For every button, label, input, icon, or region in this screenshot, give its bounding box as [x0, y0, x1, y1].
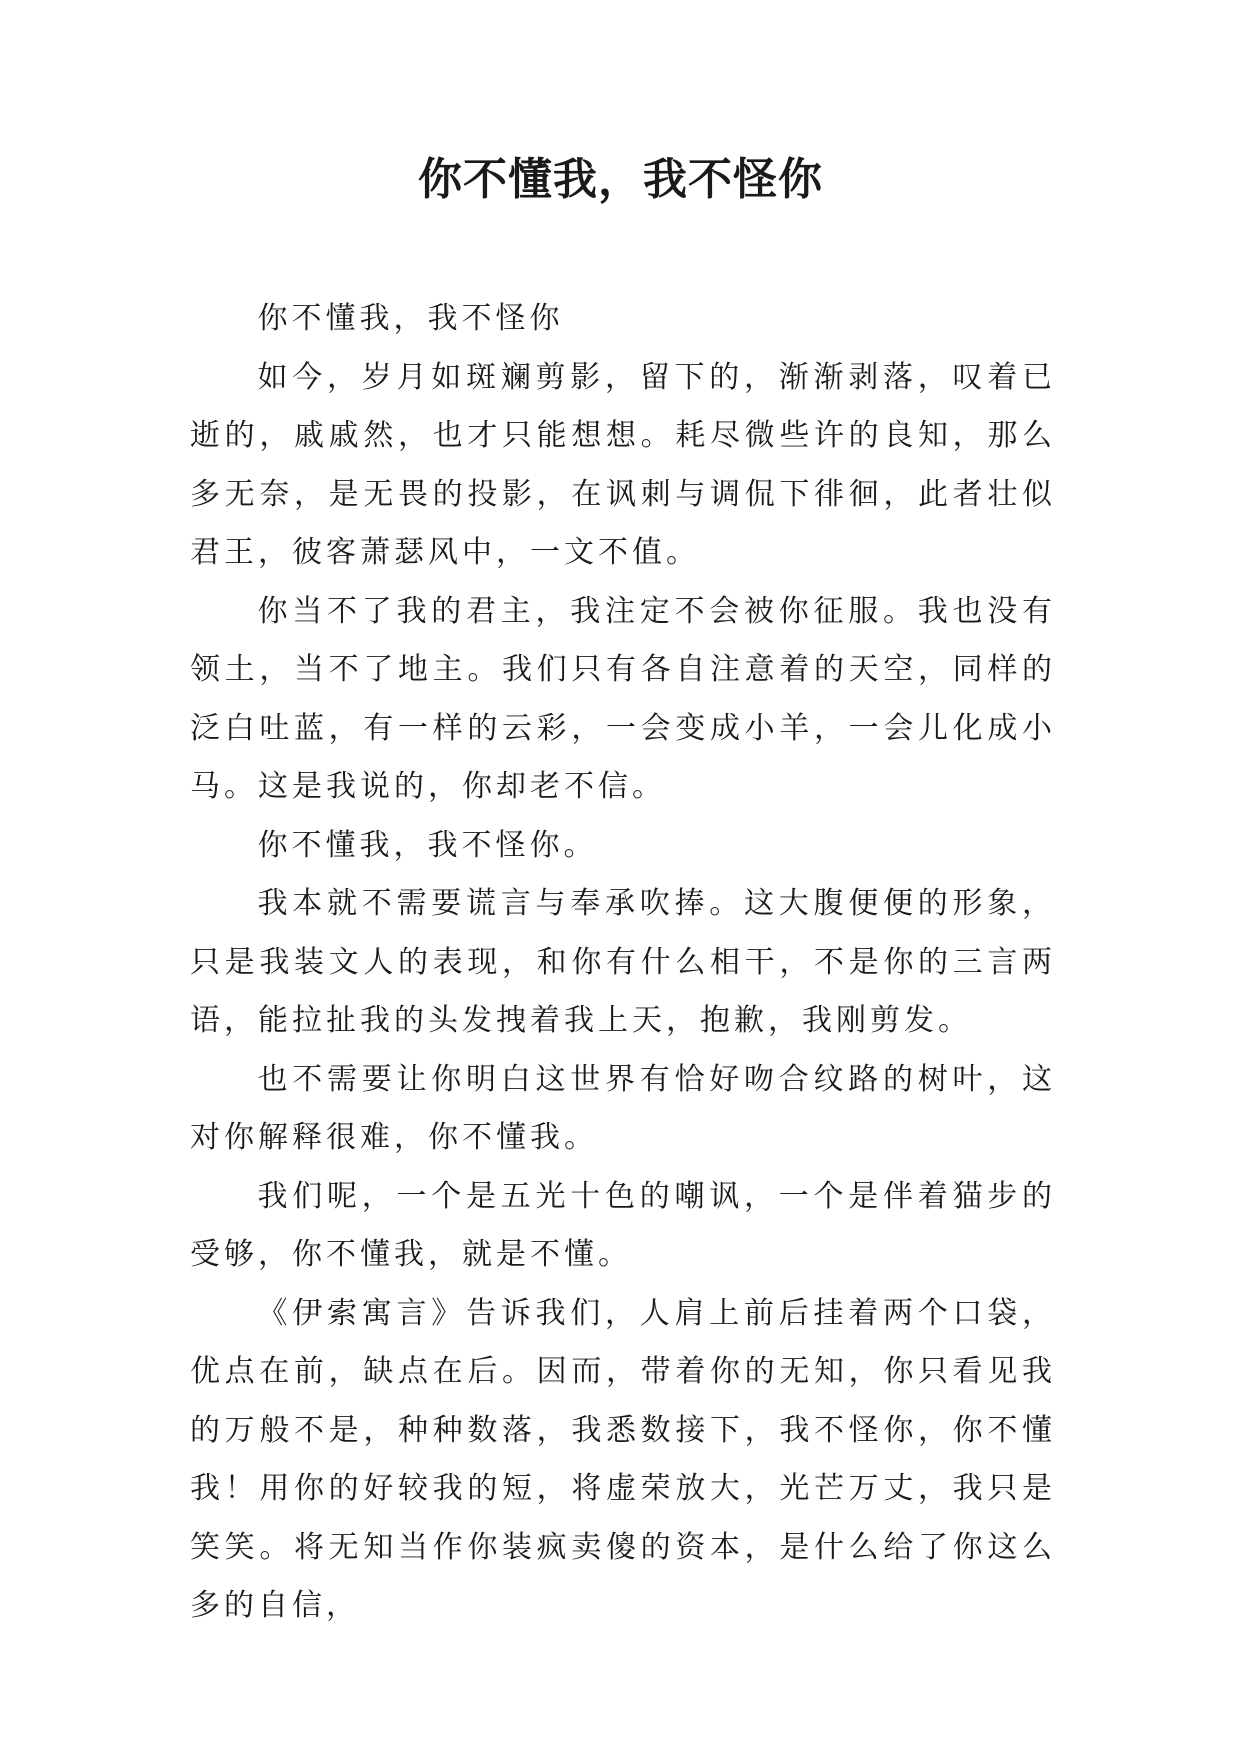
paragraph-7: 我们呢，一个是五光十色的嘲讽，一个是伴着猫步的受够，你不懂我，就是不懂。	[190, 1178, 1056, 1272]
paragraph-6: 也不需要让你明白这世界有恰好吻合纹路的树叶，这对你解释很难，你不懂我。	[190, 1061, 1056, 1155]
paragraph-1: 你不懂我，我不怪你	[257, 301, 564, 336]
paragraph-5: 我本就不需要谎言与奉承吹捧。这大腹便便的形象，只是我装文人的表现，和你有什么相干，不是你的三言两语，能拉扯我的头发拽着我上天，抱歉，我刚剪发。	[190, 886, 1056, 1038]
document-title: 你不懂我，我不怪你	[418, 154, 823, 205]
paragraph-2: 如今，岁月如斑斓剪影，留下的，渐渐剥落，叹着已逝的，戚戚然，也才只能想想。耗尽微些许的良知，那么多无奈，是无畏的投影，在讽刺与调侃下徘徊，此者壮似君王，彼客萧瑟风中，一文不值。	[190, 359, 1056, 570]
document-body	[190, 290, 1056, 1636]
paragraph-3: 你当不了我的君主，我注定不会被你征服。我也没有领土，当不了地主。我们只有各自注意着的天空，同样的泛白吐蓝，有一样的云彩，一会变成小羊，一会儿化成小马。这是我说的，你却老不信。	[190, 593, 1056, 804]
paragraph-4: 你不懂我，我不怪你。	[257, 827, 598, 863]
paragraph-8: 《伊索寓言》告诉我们，人肩上前后挂着两个口袋，优点在前，缺点在后。因而，带着你的无知，你只看见我的万般不是，种种数落，我悉数接下，我不怪你，你不懂我！用你的好较我的短，将虚荣放大，光芒万丈，我只是笑笑。将无知当作你装疯卖傻的资本，是什么给了你这么多的自信，	[190, 1295, 1056, 1623]
